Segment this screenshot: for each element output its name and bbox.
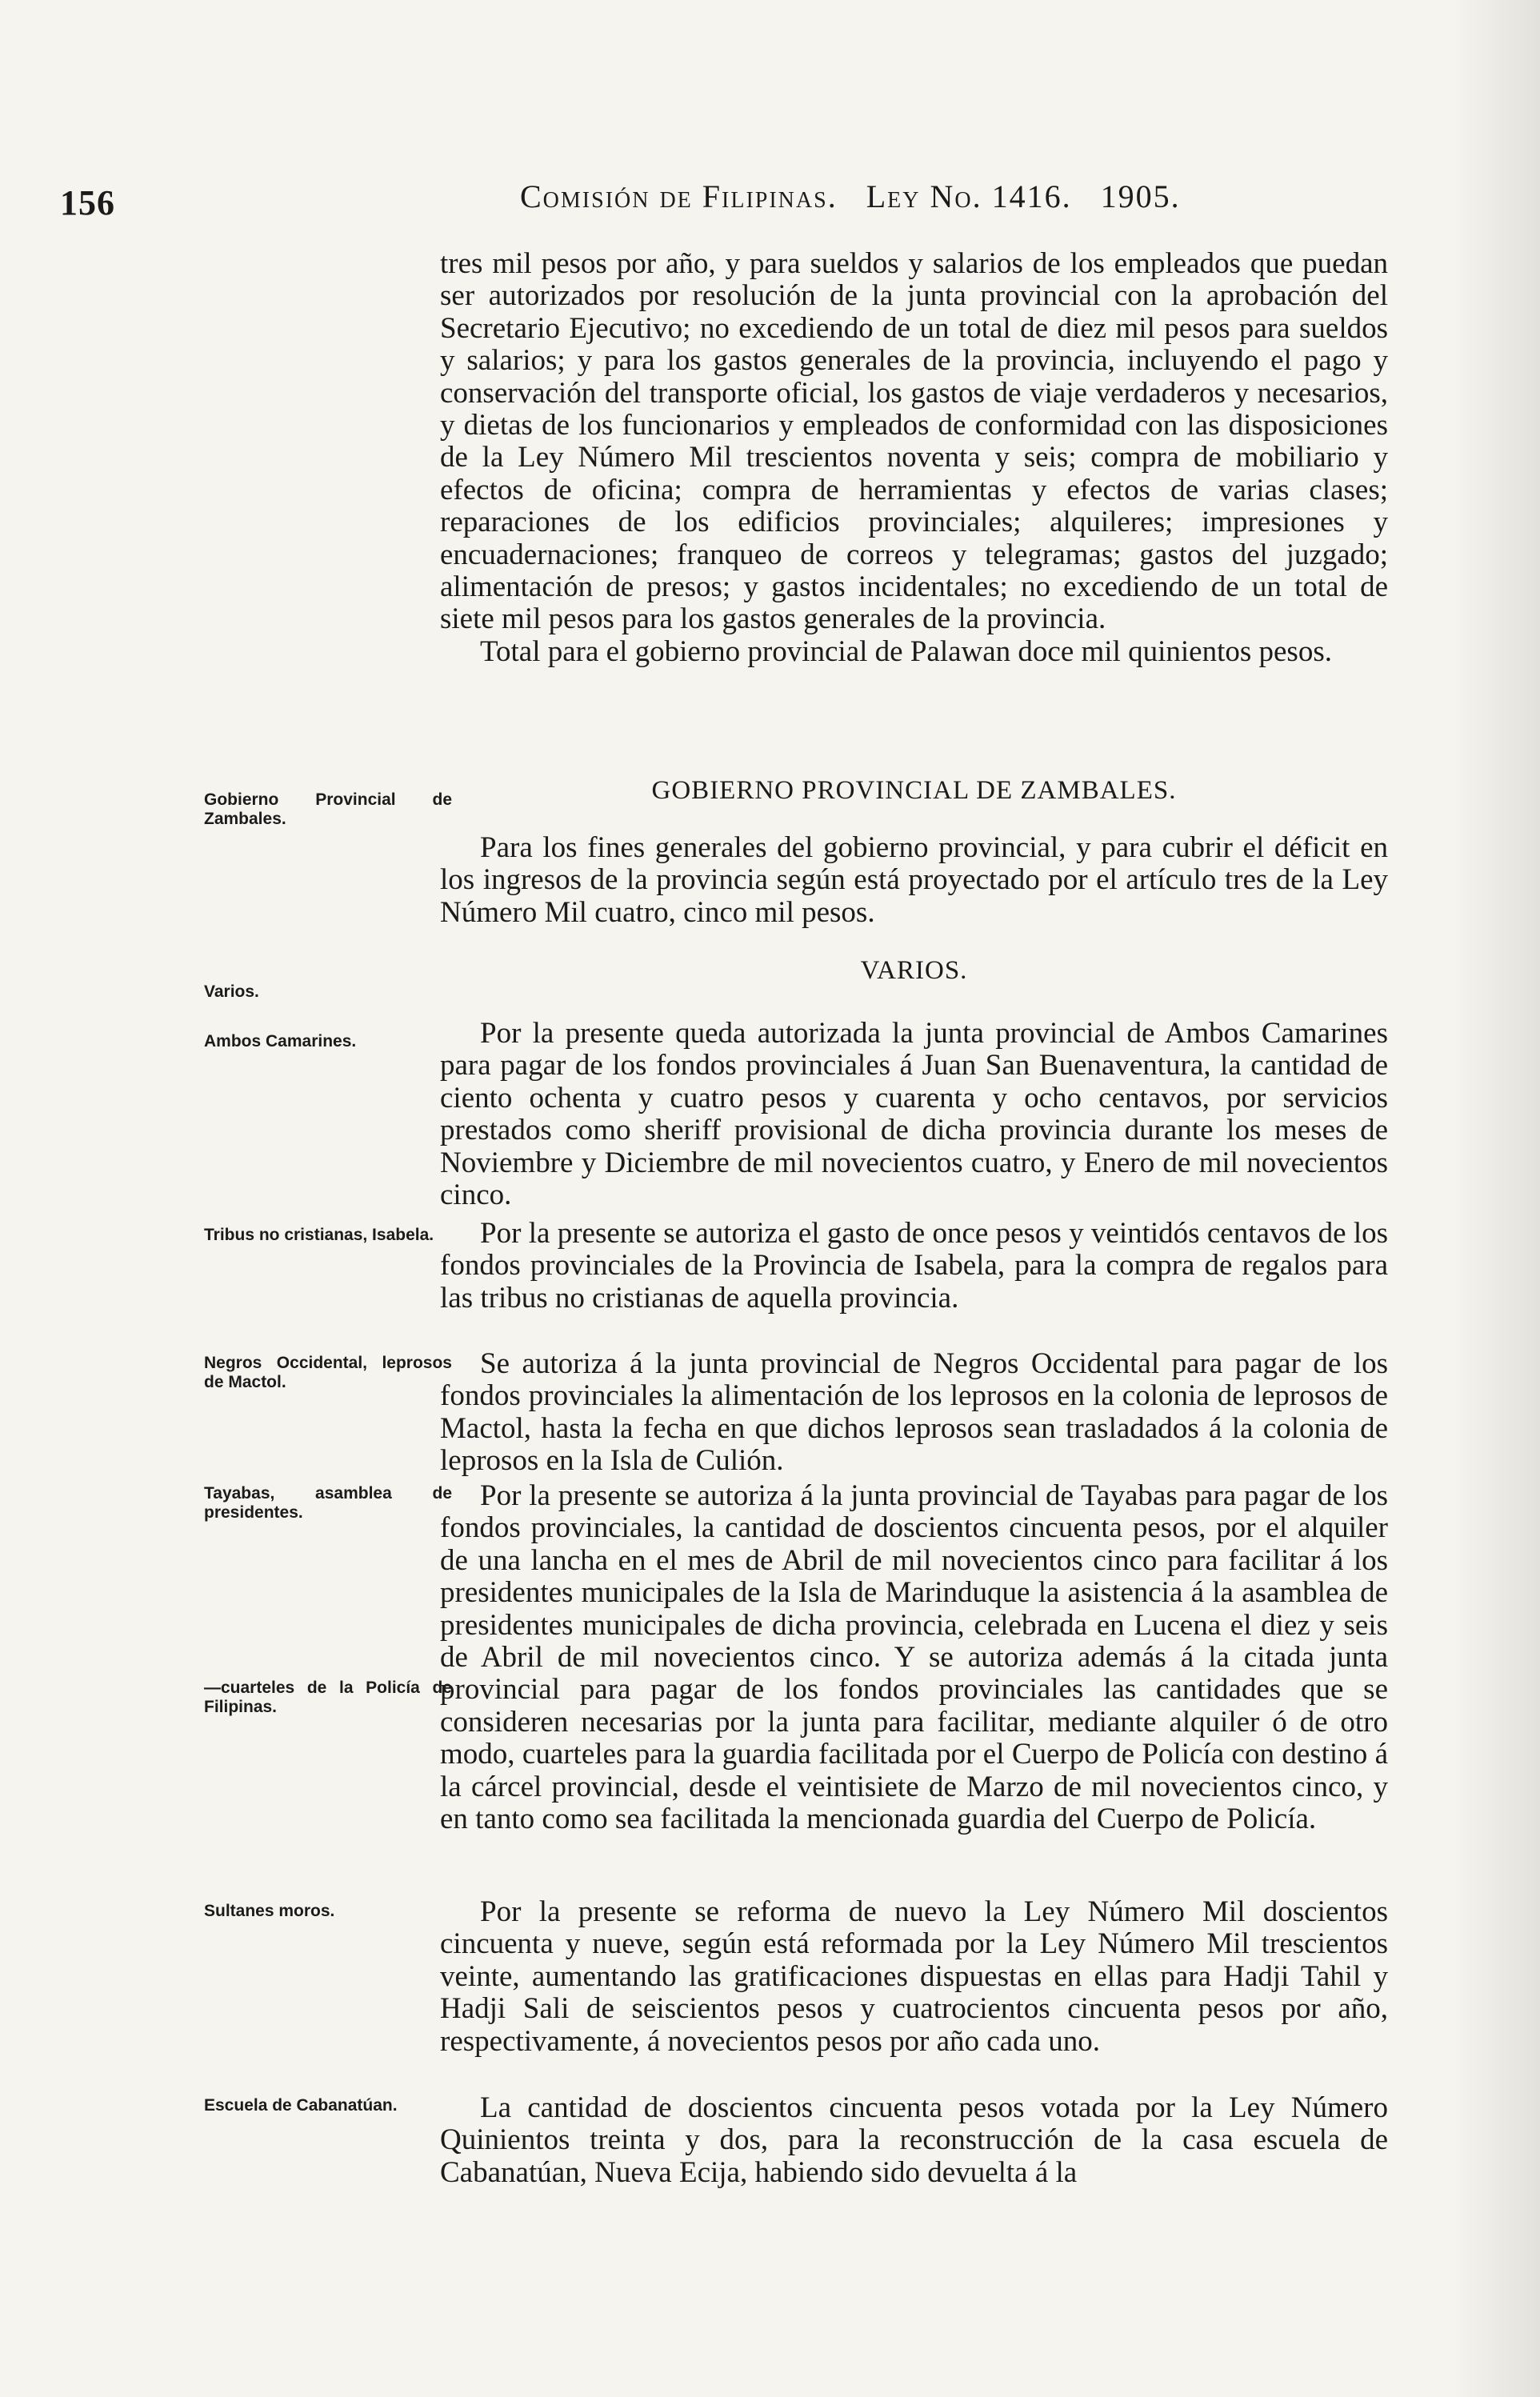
paragraph-tayabas	[440, 1480, 1388, 1835]
paragraph-text: Por la presente se autoriza á la junta provincial de Tayabas para pagar de los fondos provinciales, la cantidad de doscientos cincuenta pesos, por el alquiler de una lancha en el mes de Abril de mil novecientos cinco para facilitar á los presidentes municipales de la Isla de Marinduque la asistencia á la asamblea de presidentes municipales de dicha provincia, celebrada en Lucena el diez y seis de Abril de mil novecientos cinco. Y se autoriza además á la citada junta provincial para pagar de los fondos provinciales las cantidades que se consideren necesarias por la junta para facilitar, mediante alquiler ó de otro modo, cuarteles para la guardia facilitada por el Cuerpo de Policía con destino á la cárcel provincial, desde el veintisiete de Marzo de mil novecientos cinco, y en tanto como sea facilitada la mencionada guardia del Cuerpo de Policía.	[440, 1479, 1388, 1836]
margin-note-zambales: Gobierno Provincial de Zambales.	[204, 790, 452, 828]
paragraph-negros	[440, 1348, 1388, 1478]
margin-note-negros-occidental: Negros Occidental, leprosos de Mactol.	[204, 1354, 452, 1391]
paragraph-text: Se autoriza á la junta provincial de Negros Occidental para pagar de los fondos provinciales la alimentación de los leprosos en la colonia de leprosos de Mactol, hasta la fecha en que dichos leprosos sean trasladados á la colonia de leprosos en la Isla de Culión.	[440, 1347, 1388, 1478]
page-edge-shadow	[1452, 0, 1540, 2397]
paragraph-total-palawan: Total para el gobierno provincial de Palawan doce mil quinientos pesos.	[480, 634, 1332, 668]
paragraph-text: tres mil pesos por año, y para sueldos y salarios de los empleados que puedan ser autorizados por resolución de la junta provincial con la aprobación del Secretario Ejecutivo; no excediendo de un total de diez mil pesos para sueldos y salarios; y para los gastos generales de la provincia, incluyendo el pago y conservación del transporte oficial, los gastos de viaje verdaderos y necesarios, y dietas de los funcionarios y empleados de conformidad con las disposiciones de la Ley Número Mil trescientos noventa y seis; compra de mobiliario y efectos de oficina; compra de herramientas y efectos de varias clases; reparaciones de los edificios provinciales; alquileres; impresiones y encuadernaciones; franqueo de correos y telegramas; gastos del juzgado; alimentación de presos; y gastos incidentales; no excediendo de un total de siete mil pesos para los gastos generales de la provincia.	[440, 247, 1388, 636]
paragraph-text: Para los fines generales del gobierno provincial, y para cubrir el déficit en los ingresos de la provincia según está proyectado por el artículo tres de la Ley Número Mil cuatro, cinco mil pesos.	[440, 831, 1388, 929]
margin-note-sultanes: Sultanes moros.	[204, 1902, 335, 1920]
paragraph-text: Por la presente se reforma de nuevo la Ley Número Mil doscientos cincuenta y nueve, según está reformada por la Ley Número Mil trescientos veinte, aumentando las gratificaciones dispuestas en ellas para Hadji Tahil y Hadji Sali de seiscientos pesos y cuatrocientos cincuenta pesos por año, respectivamente, á novecientos pesos por año cada uno.	[440, 1895, 1388, 2058]
margin-note-ambos-camarines: Ambos Camarines.	[204, 1032, 357, 1050]
margin-note-varios: Varios.	[204, 982, 259, 1001]
paragraph-cabanatuan	[440, 2092, 1388, 2189]
margin-note-tribus-isabela: Tribus no cristianas, Isabela.	[204, 1226, 434, 1244]
paragraph-sultanes	[440, 1896, 1388, 2058]
margin-note-tayabas: Tayabas, asamblea de presidentes.	[204, 1484, 452, 1522]
paragraph-ambos-camarines	[440, 1018, 1388, 1211]
section-heading-varios: VARIOS.	[860, 956, 968, 985]
paragraph-text: La cantidad de doscientos cincuenta pesos votada por la Ley Número Quinientos treinta y dos, para la reconstrucción de la casa escuela de Cabanatúan, Nueva Ecija, habiendo sido devuelta á la	[440, 2091, 1388, 2189]
paragraph-text: Por la presente se autoriza el gasto de once pesos y veintidós centavos de los fondos provinciales de la Provincia de Isabela, para la compra de regalos para las tribus no cristianas de aquella provincia.	[440, 1217, 1388, 1315]
page-number: 156	[60, 183, 115, 222]
header-law: Ley No. 1416.	[866, 178, 1072, 214]
paragraph-text: Por la presente queda autorizada la junta provincial de Ambos Camarines para pagar de los fondos provinciales á Juan San Buenaventura, la cantidad de ciento ochenta y cuatro pesos y cuarenta y ocho centavos, por servicios prestados como sheriff provisional de dicha provincia durante los meses de Noviembre y Diciembre de mil novecientos cuatro, y Enero de mil novecientos cinco.	[440, 1017, 1388, 1212]
section-heading-zambales: GOBIERNO PROVINCIAL DE ZAMBALES.	[651, 776, 1177, 805]
margin-note-escuela: Escuela de Cabanatúan.	[204, 2096, 398, 2115]
running-header	[520, 178, 1181, 215]
margin-note-cuarteles: —cuarteles de la Policía de Filipinas.	[204, 1679, 452, 1716]
header-title: Comisión de Filipinas.	[520, 178, 838, 214]
paragraph-zambales	[440, 832, 1388, 929]
header-year: 1905.	[1100, 178, 1181, 214]
paragraph-palawan-expenses	[440, 248, 1388, 668]
paragraph-isabela	[440, 1218, 1388, 1315]
